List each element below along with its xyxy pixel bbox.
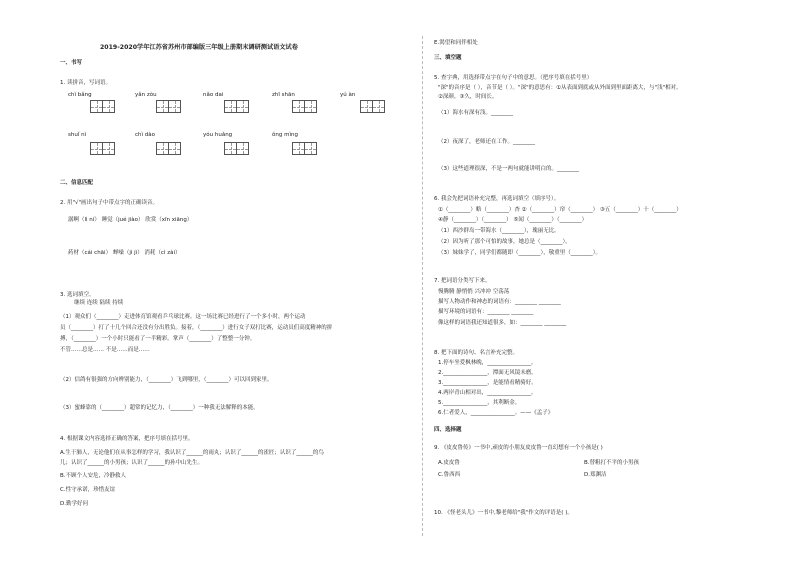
question-8-line: 3.________________，是能情看精骑好。 bbox=[438, 380, 537, 386]
question-1: 1. 读拼音，写词语。 bbox=[60, 80, 111, 86]
section-heading-matching: 二、信息匹配 bbox=[60, 180, 94, 186]
pinyin-label: chì bǎng bbox=[68, 92, 92, 98]
answer-option: B.替粗打不平的小男孩 bbox=[584, 460, 640, 466]
question-6-sentence: （2）因为听了那个可怕的故事，她总是（________）。 bbox=[438, 239, 571, 245]
question-8-line: 5.________________，其利断金。 bbox=[438, 400, 521, 406]
right-column bbox=[434, 0, 764, 562]
question-8-line: 1.停车坐爱枫林晚，________________。 bbox=[438, 360, 537, 366]
answer-option: D.郑渊洁 bbox=[584, 472, 607, 478]
writing-grid[interactable] bbox=[90, 142, 114, 155]
question-6-sentence: （1）西沙群岛一带海水（________），瑰丽无比。 bbox=[438, 228, 560, 234]
question-5-sentence: （2）夜深了，老师还在工作。________ bbox=[438, 139, 536, 145]
pinyin-label: ǒng mìng bbox=[272, 132, 298, 138]
question-3-word-bank: 继续 连续 陆续 持续 bbox=[74, 300, 124, 306]
question-5: 5. 查字典，用选择带点字在句子中的意思。（把序号填在括号里） bbox=[434, 75, 593, 81]
question-3-text: （3）蜜蜂靠的（________）超常的记忆力，（________）一种我无法解释的本能。 bbox=[60, 405, 259, 411]
answer-option: B.不顾个人安危，冷静救人 bbox=[60, 473, 127, 479]
question-3-conjunctions: 不管……总是…… 不是……而是…… bbox=[60, 347, 150, 353]
answer-option: C.鲁西西 bbox=[438, 472, 461, 478]
question-3-text: （2）信鸽有很强的方向辨别能力，（________）飞到哪里，（________）可以回到家里。 bbox=[60, 377, 273, 383]
pinyin-label: chì dào bbox=[135, 132, 156, 138]
question-9: 9. 《皮皮鲁传》一书中,顽皮的小朋友皮皮鲁一直幻想有一个小孩是( ) bbox=[434, 445, 603, 451]
question-6: 6. 我会先把词语补充完整，再选词填空（填序号）。 bbox=[434, 196, 560, 202]
question-2: 2. 用"√"画出句子中带点字的正确读音。 bbox=[60, 200, 159, 206]
question-3-text: （1）观众们（________）走进体育馆观看乒乓球比赛。这一场比赛已经进行了一个多小时，两个运动 bbox=[60, 314, 306, 320]
answer-option: D.勤学好问 bbox=[60, 501, 88, 507]
answer-option: A.皮皮鲁 bbox=[438, 460, 460, 466]
question-5-sentence: （1）海水有深有浅。________ bbox=[438, 110, 513, 116]
question-8-line: 6.仁者爱人，________________。——《孟子》 bbox=[438, 410, 554, 416]
answer-option: E.渴望和同伴相处 bbox=[434, 40, 478, 46]
question-4-text: A.生于肺人，无论他们在从事怎样的学习，我认识了______的雨丸；认识了______的雀匠；认识了______的鸟 bbox=[60, 450, 324, 456]
question-3-text: 搏，（________）一个小时只能看了一半精彩。掌声（________）了整整一分钟。 bbox=[60, 336, 256, 342]
question-5-sentence: （3）这些道理很深，不是一两句就能讲明白的。________ bbox=[438, 166, 580, 172]
answer-option: C.性守承诺，珍惜友谊 bbox=[60, 487, 116, 493]
writing-grid[interactable] bbox=[90, 100, 114, 113]
writing-grid[interactable] bbox=[156, 142, 180, 155]
writing-grid[interactable] bbox=[292, 100, 316, 113]
section-heading-fill: 三、填空题 bbox=[434, 55, 462, 61]
question-7-text: 描写人物动作和神态的词语有：________ ________ bbox=[438, 299, 561, 305]
question-4-text: 儿；认识了______的小男孩；认识了______的孙中山先生。 bbox=[60, 460, 204, 466]
pinyin-label: shuǐ nì bbox=[68, 132, 87, 138]
question-7-text: 像这样的词语我还知道很多，如：________ ________ bbox=[438, 320, 567, 326]
section-heading-writing: 一、书写 bbox=[60, 60, 83, 66]
question-8: 8. 把下面的诗句、名言补充完整。 bbox=[434, 350, 518, 356]
column-divider bbox=[422, 36, 423, 536]
writing-grid[interactable] bbox=[156, 100, 180, 113]
pinyin-label: zhī shān bbox=[272, 92, 295, 98]
question-3: 3. 选词填空。 bbox=[60, 292, 95, 298]
question-2-line: 潺啊（lì ní） 睡觉（jué jiào） 欣赏（xīn xiāng） bbox=[68, 217, 193, 223]
question-10: 10. 《怪老头儿》一书中,黎老师给"我"作文的评语是( )。 bbox=[434, 510, 573, 516]
question-6-text: ④静（________）（________） ⑤闻（________）（________） bbox=[438, 217, 588, 223]
writing-grid[interactable] bbox=[360, 100, 384, 113]
question-7-text: 描写环境的词语有：________ ________ bbox=[438, 309, 534, 315]
pinyin-label: yú àn bbox=[340, 92, 356, 98]
question-7: 7. 把词语分类写下来。 bbox=[434, 278, 491, 284]
question-4: 4. 根据课文内容选择正确的答案，把序号填在括号里。 bbox=[60, 436, 194, 442]
pinyin-label: yóu huǎng bbox=[203, 132, 233, 138]
writing-grid[interactable] bbox=[224, 100, 248, 113]
question-8-line: 2.________________，潭面无风镜未磨。 bbox=[438, 370, 537, 376]
section-heading-choice: 四、选择题 bbox=[434, 427, 462, 433]
question-8-line: 4.两岸青山相对出，________________。 bbox=[438, 390, 537, 396]
page-title: 2019-2020学年江苏省苏州市部编版三年级上册期末调研测试语文试卷 bbox=[100, 44, 298, 51]
pinyin-label: yǎn zòu bbox=[135, 92, 157, 98]
writing-grid[interactable] bbox=[224, 142, 248, 155]
question-6-sentence: （3）妹妹学了，同学们都随即（________），敬重里（________）。 bbox=[438, 250, 602, 256]
question-7-word-bank: 慢腾腾 静悄悄 兴冲冲 空荡荡 bbox=[438, 289, 510, 295]
question-5-text: ②深颜。③久，时间长。 bbox=[438, 94, 498, 100]
question-5-text: "深"的音序是（ ），音节是（ ）。"深"的意思有：①从表面到底或从外面到里面距离大，与"浅"相对。 bbox=[438, 85, 682, 91]
question-6-text: ①（________）略（________）杏 ②（________）帘（________） ③五（________）十（________） bbox=[438, 207, 682, 213]
pinyin-label: nǎo dai bbox=[203, 92, 224, 98]
question-3-text: 员（________）打了十几个回合还没有分出胜负。接着，（________）进行女子双打比赛，运动员们高度精神的拼 bbox=[60, 325, 333, 331]
left-column bbox=[60, 0, 410, 562]
question-2-line: 药材（cái chāi） 蝉噪（jì jì） 消耗（cì zài） bbox=[68, 250, 181, 256]
writing-grid[interactable] bbox=[292, 142, 316, 155]
